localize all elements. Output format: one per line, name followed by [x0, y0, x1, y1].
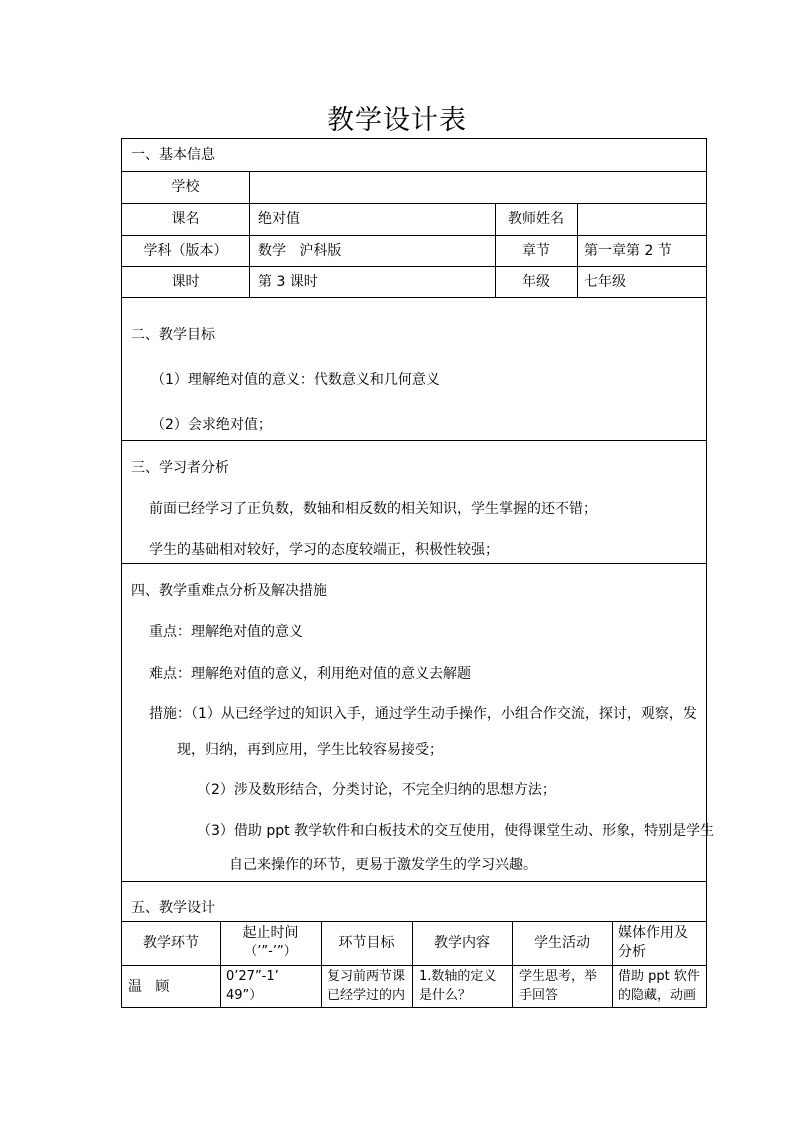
key-points-header: 四、教学重难点分析及解决措施 [131, 583, 327, 599]
row-media-2: 的隐藏，动画 [618, 988, 697, 1003]
grade-value: 七年级 [584, 274, 626, 290]
grade-label: 年级 [522, 274, 550, 290]
column-header-goal: 环节目标 [338, 935, 395, 951]
column-header-time-format: （’”-’”） [244, 944, 297, 959]
column-header-time: 起止时间 [242, 925, 299, 941]
design-header: 五、教学设计 [131, 900, 215, 916]
column-header-stage: 教学环节 [143, 935, 199, 951]
course-label: 课名 [171, 211, 200, 227]
course-value: 绝对值 [258, 211, 300, 227]
chapter-value: 第一章第 2 节 [584, 243, 672, 259]
subject-value: 数学 沪科版 [258, 243, 342, 259]
measure-3-line-1: （3）借助 ppt 教学软件和白板技术的交互使用，使得课堂生动、形象，特别是学生 [197, 823, 715, 839]
measure-3-line-2: 自己来操作的环节，更易于激发学生的学习兴趣。 [229, 857, 537, 873]
row-goal-1: 复习前两节课 [327, 969, 406, 984]
column-header-content: 教学内容 [434, 935, 490, 951]
row-stage: 温 顾 [128, 979, 170, 995]
row-content-2: 是什么？ [419, 988, 472, 1003]
row-activity-2: 手回答 [519, 988, 559, 1003]
row-media-1: 借助 ppt 软件 [618, 969, 700, 984]
chapter-label: 章节 [522, 243, 550, 259]
page-title: 教学设计表 [327, 105, 467, 136]
row-time-2: 49”） [226, 988, 263, 1003]
learner-analysis-line: 学生的基础相对较好，学习的态度较端正，积极性较强； [149, 542, 499, 558]
subject-label: 学科（版本） [143, 243, 228, 259]
row-time-1: 0’27”-1’ [226, 969, 279, 984]
difficulty-text: 难点：理解绝对值的意义，利用绝对值的意义去解题 [149, 666, 471, 682]
teacher-label: 教师姓名 [508, 211, 564, 227]
row-goal-2: 已经学过的内 [327, 988, 406, 1003]
row-activity-1: 学生思考，举 [519, 969, 598, 984]
period-label: 课时 [171, 274, 200, 290]
objective-item: （2）会求绝对值； [151, 417, 272, 433]
basic-info-header: 一、基本信息 [131, 147, 215, 163]
school-label: 学校 [171, 179, 200, 195]
period-value: 第 3 课时 [258, 274, 318, 290]
objectives-header: 二、教学目标 [131, 327, 215, 343]
focus-text: 重点：理解绝对值的意义 [149, 624, 303, 640]
learner-analysis-line: 前面已经学习了正负数，数轴和相反数的相关知识，学生掌握的还不错； [149, 501, 597, 517]
column-header-activity: 学生活动 [534, 935, 590, 951]
measure-2: （2）涉及数形结合，分类讨论，不完全归纳的思想方法； [197, 782, 556, 798]
measure-1-line-2: 现，归纳，再到应用，学生比较容易接受； [177, 742, 443, 758]
learner-analysis-header: 三、学习者分析 [131, 460, 229, 476]
teaching-design-table [121, 138, 715, 1008]
objective-item: （1）理解绝对值的意义：代数意义和几何意义 [151, 372, 440, 388]
column-header-media: 媒体作用及 [618, 925, 688, 941]
column-header-media-2: 分析 [618, 944, 646, 960]
row-content-1: 1.数轴的定义 [419, 969, 497, 984]
measure-1-line-1: 措施：（1）从已经学过的知识入手，通过学生动手操作，小组合作交流，探讨，观察，发 [149, 706, 697, 722]
